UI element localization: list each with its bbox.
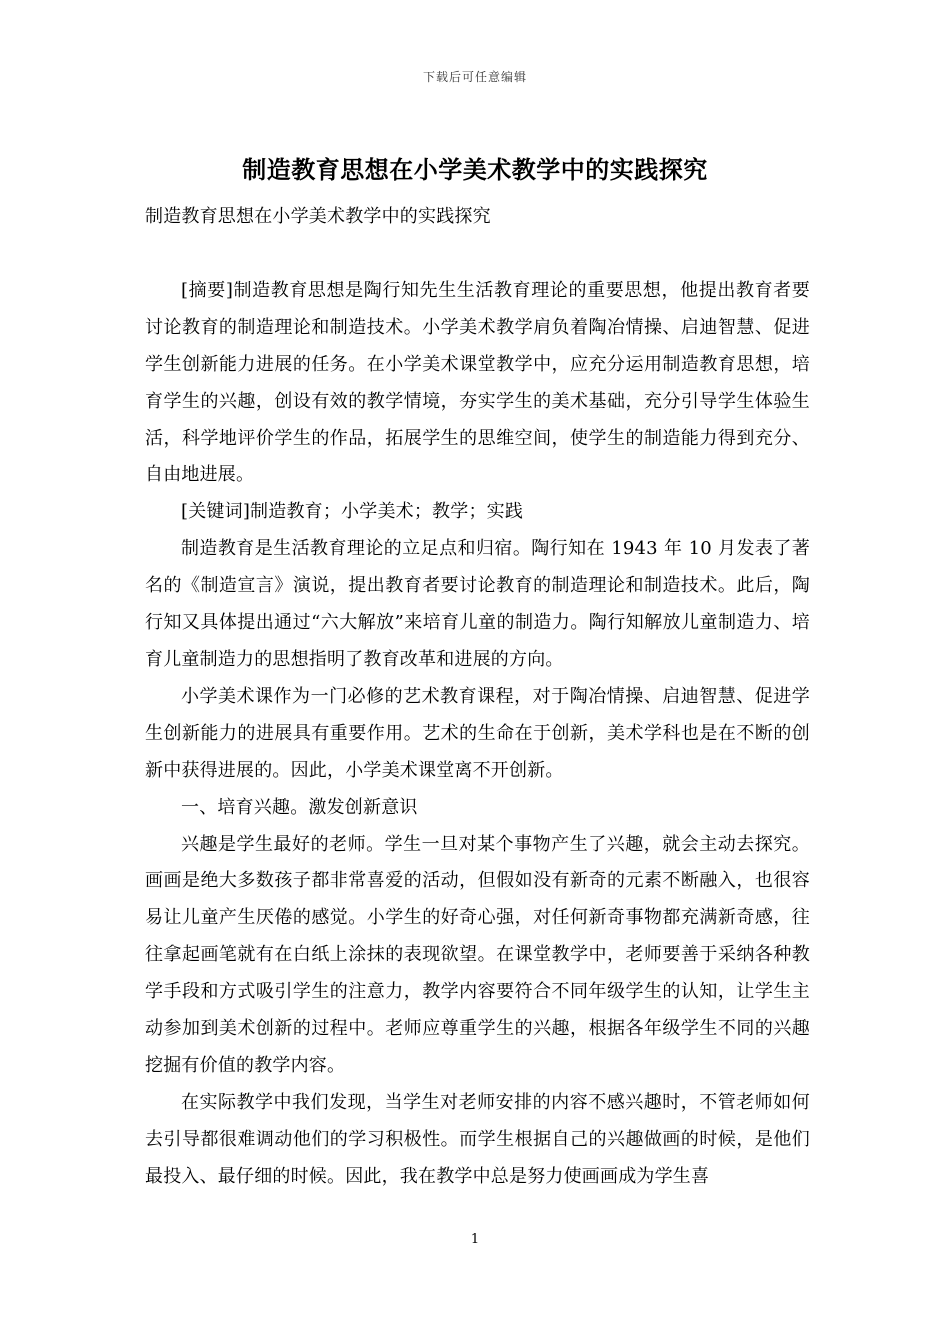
abstract-paragraph: [摘要]制造教育思想是陶行知先生生活教育理论的重要思想，他提出教育者要讨论教育的制造理论和制造技术。小学美术教学肩负着陶冶情操、启迪智慧、促进学生创新能力进展的任务。在小学美术课堂教学中，应充分运用制造教育思想，培育学生的兴趣，创设有效的教学情境，夯实学生的美术基础，充分引导学生体验生活，科学地评价学生的作品，拓展学生的思维空间，使学生的制造能力得到充分、自由地进展。 [145,279,810,486]
body-paragraph: 在实际教学中我们发现，当学生对老师安排的内容不感兴趣时，不管老师如何去引导都很难调动他们的学习积极性。而学生根据自己的兴趣做画的时候，是他们最投入、最仔细的时候。因此，我在教学中总是努力使画画成为学生喜 [145,1091,810,1187]
document-subtitle: 制造教育思想在小学美术教学中的实践探究 [145,206,491,227]
section-heading: 一、培育兴趣。激发创新意识 [181,796,418,818]
keywords-paragraph: [关键词]制造教育；小学美术；教学；实践 [181,501,524,523]
page-number: 1 [470,1232,480,1247]
document-title: 制造教育思想在小学美术教学中的实践探究 [242,155,708,184]
body-paragraph: 小学美术课作为一门必修的艺术教育课程，对于陶冶情操、启迪智慧、促进学生创新能力的进展具有重要作用。艺术的生命在于创新，美术学科也是在不断的创新中获得进展的。因此，小学美术课堂离不开创新。 [145,685,810,781]
document-body [145,199,810,1196]
body-paragraph: 兴趣是学生最好的老师。学生一旦对某个事物产生了兴趣，就会主动去探究。画画是绝大多数孩子都非常喜爱的活动，但假如没有新奇的元素不断融入，也很容易让儿童产生厌倦的感觉。小学生的好奇心强，对任何新奇事物都充满新奇感，往往拿起画笔就有在白纸上涂抹的表现欲望。在课堂教学中，老师要善于采纳各种教学手段和方式吸引学生的注意力，教学内容要符合不同年级学生的认知，让学生主动参加到美术创新的过程中。老师应尊重学生的兴趣，根据各年级学生不同的兴趣挖掘有价值的教学内容。 [145,833,810,1076]
page-header-note: 下载后可任意编辑 [422,70,527,84]
body-paragraph: 制造教育是生活教育理论的立足点和归宿。陶行知在 1943 年 10 月发表了著名的《制造宣言》演说，提出教育者要讨论教育的制造理论和制造技术。此后，陶行知又具体提出通过“六大解放”来培育儿童的制造力。陶行知解放儿童制造力、培育儿童制造力的思想指明了教育改革和进展的方向。 [145,538,810,670]
